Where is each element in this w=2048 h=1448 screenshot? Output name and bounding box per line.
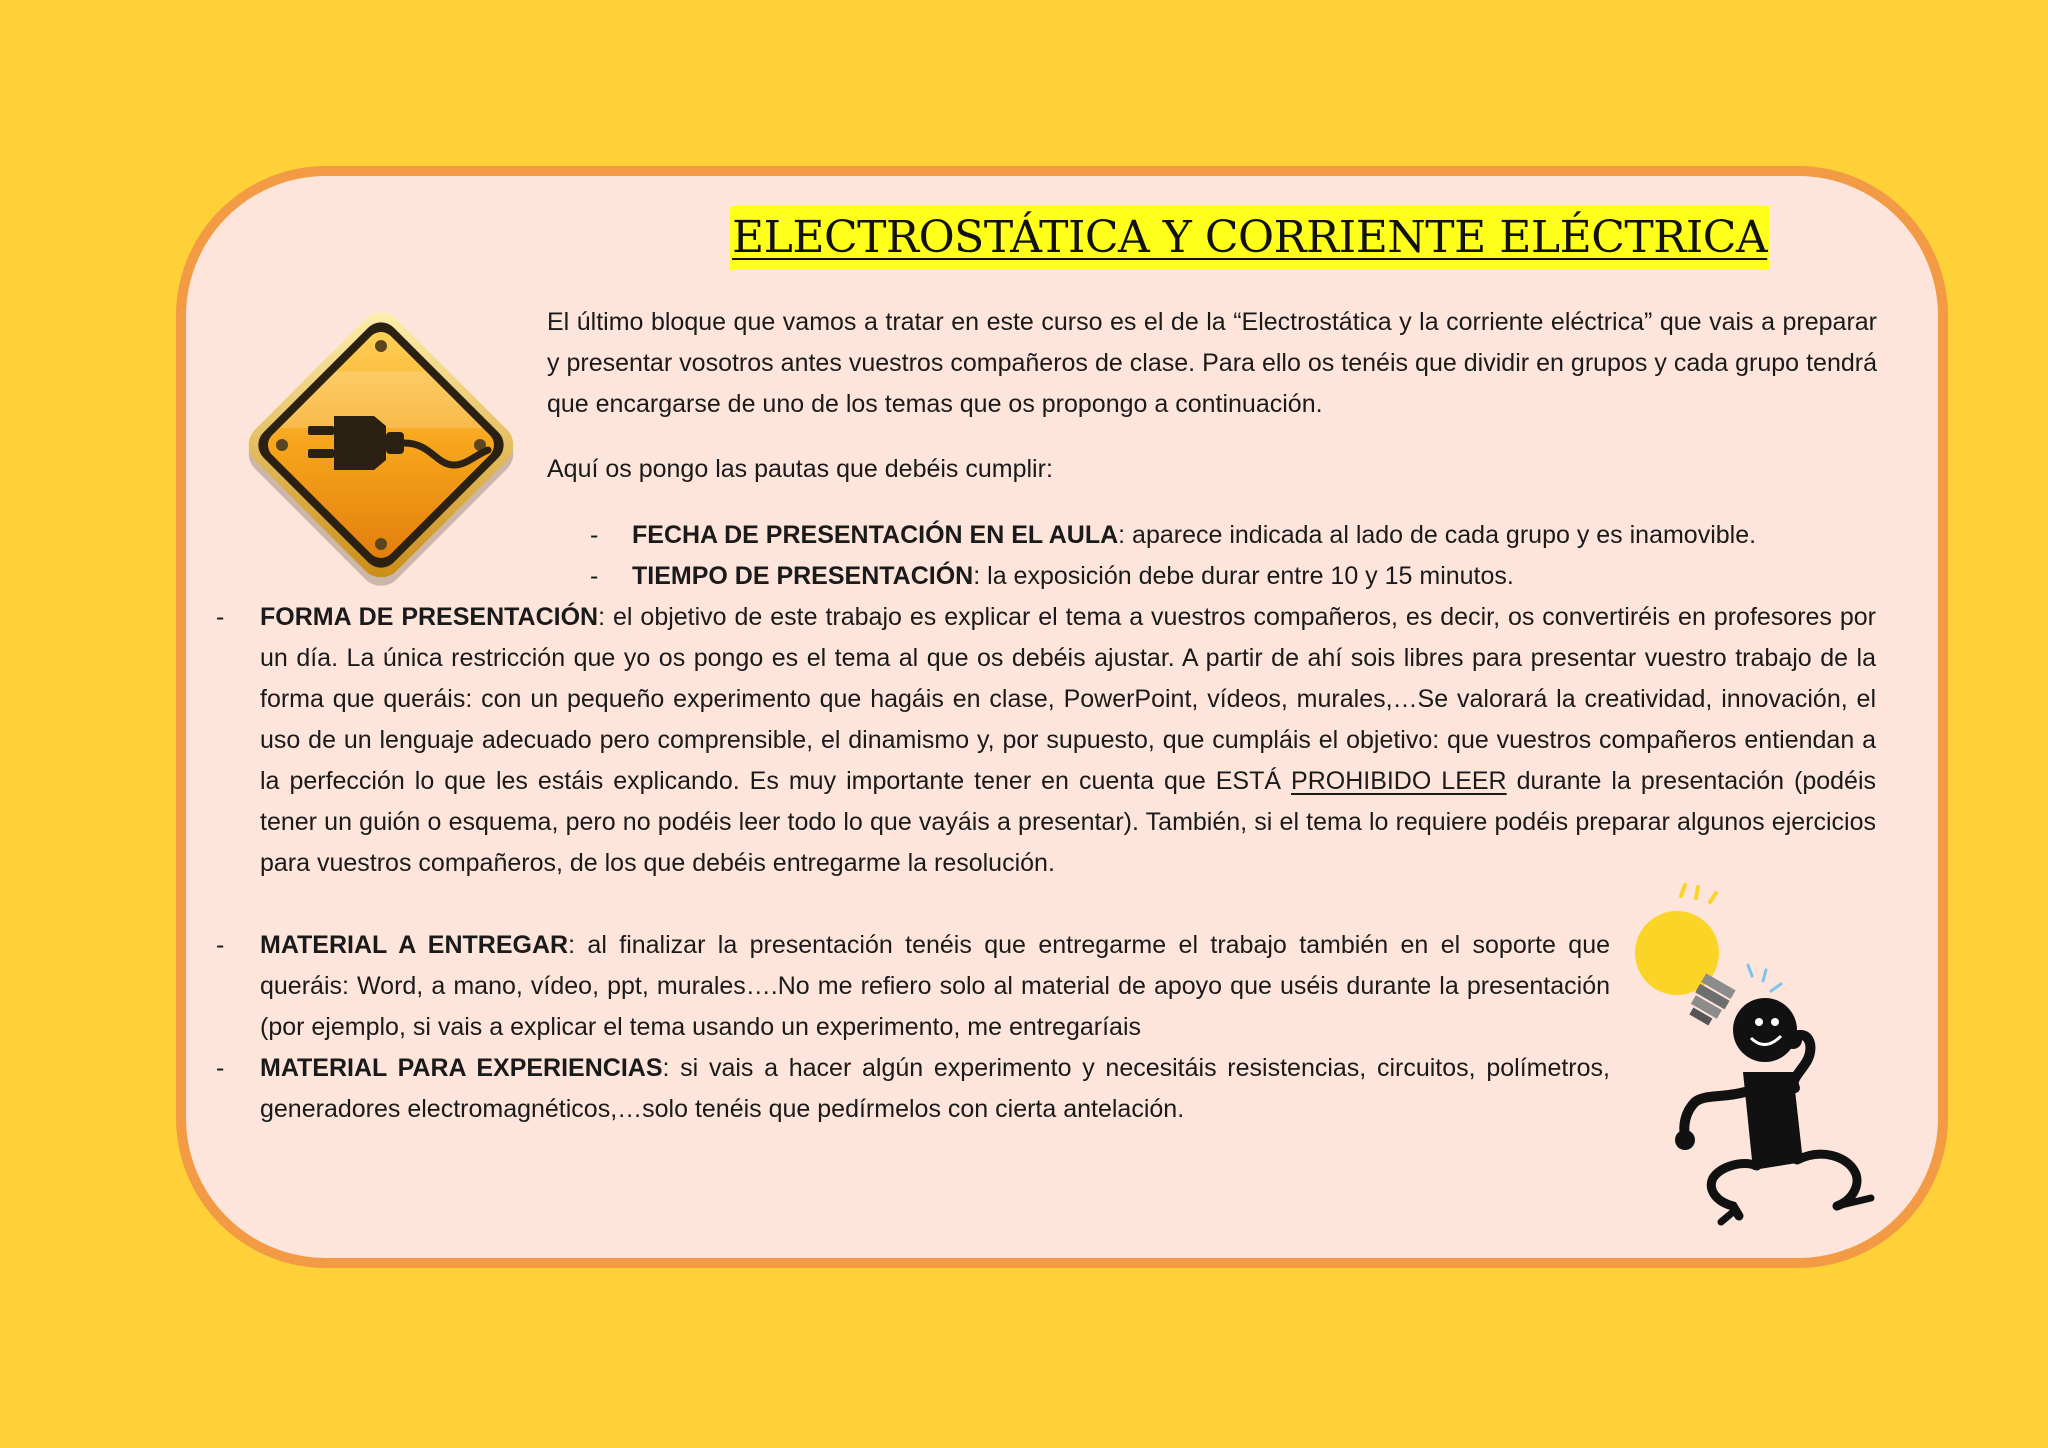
bullet-dash: -: [590, 521, 599, 549]
rule-text: : el objetivo de este trabajo es explicar el tema a vuestros compañeros, es decir, os convertiréis en profesores por un día. La única restricción que yo os pongo es el tema al que os debéis ajustar. A partir de ahí sois libres para presentar vuestro trabajo de la forma que queráis: con un pequeño experimento que hagáis en clase, PowerPoint, vídeos, murales,…Se valorará la creatividad, innovación, el uso de un lenguaje adecuado pero comprensible, el dinamismo y, por supuesto, que cumpláis el objetivo: que vuestros compañeros entiendan a la perfección lo que les estáis explicando. Es muy importante tener en cuenta que ESTÁ: [260, 603, 1876, 795]
rule-text: : si vais a hacer algún experimento y necesitáis resistencias, circuitos, polímetros, generadores electromagnéticos,…solo tenéis que pedírmelos con cierta antelación.: [260, 1054, 1610, 1123]
rule-text: : la exposición debe durar entre 10 y 15 minutos.: [973, 562, 1514, 590]
bullet-dash: -: [216, 931, 225, 959]
rule-item-material-entregar: [260, 925, 1610, 1048]
intro-paragraph: El último bloque que vamos a tratar en este curso es el de la “Electrostática y la corriente eléctrica” que vais a preparar y presentar vosotros antes vuestros compañeros de clase. Para ello os tenéis que dividir en grupos y cada grupo tendrá que encargarse de uno de los temas que os propongo a continuación.: [547, 308, 1877, 418]
electric-plug-warning-sign-icon: [236, 300, 526, 590]
rule-text: : aparece indicada al lado de cada grupo y es inamovible.: [1118, 521, 1757, 549]
rule-underlined-text: PROHIBIDO LEER: [1291, 767, 1507, 795]
rule-item-tiempo: [632, 556, 1882, 597]
rule-item-fecha: [632, 515, 1882, 556]
stick-figure-lightbulb-idea-icon: [1625, 880, 1895, 1230]
rule-label: FORMA DE PRESENTACIÓN: [260, 603, 599, 631]
bullet-dash: -: [216, 603, 225, 631]
rule-label: MATERIAL A ENTREGAR: [260, 931, 569, 959]
rule-label: TIEMPO DE PRESENTACIÓN: [632, 562, 974, 590]
rules-lead-text: Aquí os pongo las pautas que debéis cumplir:: [547, 455, 1053, 483]
rule-label: MATERIAL PARA EXPERIENCIAS: [260, 1054, 663, 1082]
rule-text: durante la presentación (podéis tener un guión o esquema, pero no podéis leer todo lo que vayáis a presentar). También, si el tema lo requiere podéis preparar algunos ejercicios para vuestros compañeros, de los que debéis entregarme la resolución.: [260, 767, 1876, 877]
rule-item-forma: [260, 597, 1876, 884]
rule-label: FECHA DE PRESENTACIÓN EN EL AULA: [632, 521, 1119, 549]
rule-item-material-experiencias: [260, 1048, 1610, 1130]
bullet-dash: -: [216, 1054, 225, 1082]
bullet-dash: -: [590, 562, 599, 590]
rule-text: : al finalizar la presentación tenéis que entregarme el trabajo también en el soporte que queráis: Word, a mano, vídeo, ppt, murales….No me refiero solo al material de apoyo que uséis durante la presentación (por ejemplo, si vais a explicar el tema usando un experimento, me entregaríais: [260, 931, 1611, 1041]
page-title: ELECTROSTÁTICA Y CORRIENTE ELÉCTRICA: [730, 206, 1769, 270]
